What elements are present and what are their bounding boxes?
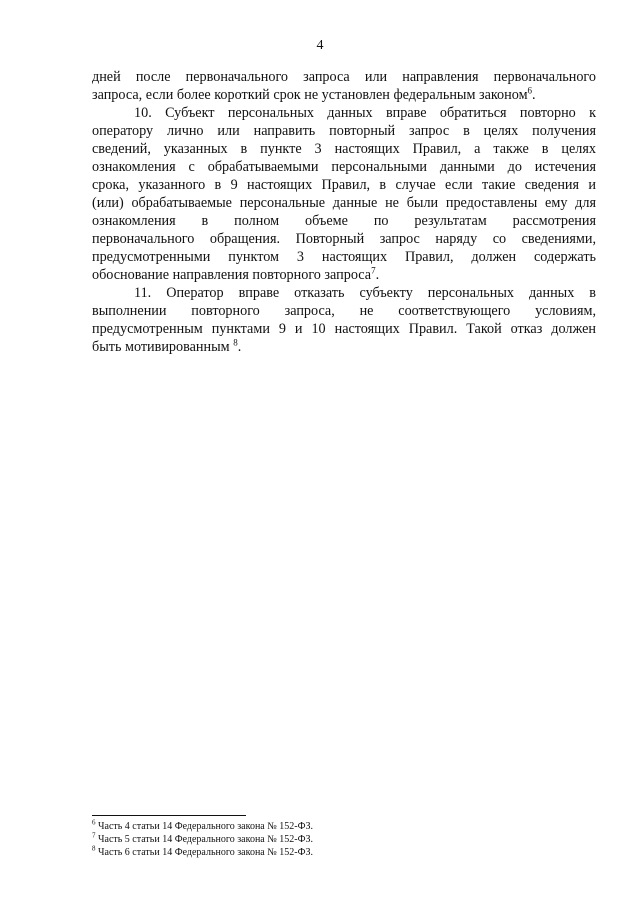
footnote-number: 6 [92,818,96,827]
text-line: сведений, указанных в пункте 3 настоящих Правил, а также в целях [92,141,596,157]
footnote-text: Часть 6 статьи 14 Федерального закона № 152-ФЗ. [95,847,314,858]
text-line: предусмотренным пунктами 9 и 10 настоящих Правил. Такой отказ должен [92,321,596,337]
text-line: ознакомления в полном объеме по результатам рассмотрения [92,213,596,229]
footnote-separator [92,815,246,816]
text-line: дней после первоначального запроса или направления первоначального [92,69,596,85]
text-line-last: быть мотивированным $^8$. [92,337,242,355]
page-number: 4 [316,38,324,53]
footnote-text: Часть 5 статьи 14 Федерального закона № 152-ФЗ. [95,834,314,845]
paragraph-11 [92,284,596,356]
footnote-reference: 8 [233,337,238,348]
text-line: (или) обрабатываемые персональные данные не были предоставлены ему для [92,195,596,211]
text-line: первоначального обращения. Повторный запрос наряду со сведениями, [92,231,596,247]
footnote-number: 8 [92,844,96,853]
text-line: быть мотивированным [92,339,234,355]
text-line: обоснование направления повторного запроса [92,267,372,283]
text-line: 11. Оператор вправе отказать субъекту персональных данных в [134,285,596,301]
footnote-item [92,833,592,846]
footnote-number: 7 [92,831,96,840]
text-line: ознакомления с обрабатываемыми персональными данными до истечения [92,159,596,175]
text-line: срока, указанного в 9 настоящих Правил, в случае если такие сведения и [92,177,596,193]
footnote-reference: 7 [371,265,376,276]
text-line: запроса, если более короткий срок не установлен федеральным законом [92,87,528,103]
footnote-item [92,820,592,833]
footnote-reference: 6 [527,85,533,96]
footnote-text: Часть 4 статьи 14 Федерального закона № 152-ФЗ. [95,821,314,832]
paragraph-continuation [92,68,596,104]
text-line: 10. Субъект персональных данных вправе обратиться повторно к [134,105,596,121]
footnote-item [92,846,592,859]
text-line: предусмотренными пунктом 3 настоящих Правил, должен содержать [92,249,596,265]
text-line-last: запроса, если более короткий срок не установлен федеральным законом$^6$. [92,85,536,103]
paragraph-10 [92,104,596,284]
footnotes [92,820,592,859]
document-body [92,68,596,356]
text-line: оператору лично или направить повторный запрос в целях получения [92,123,596,139]
text-line: выполнении повторного запроса, не соответствующего условиям, [92,303,596,319]
text-line-last: обоснование направления повторного запроса$^7$. [92,265,380,283]
